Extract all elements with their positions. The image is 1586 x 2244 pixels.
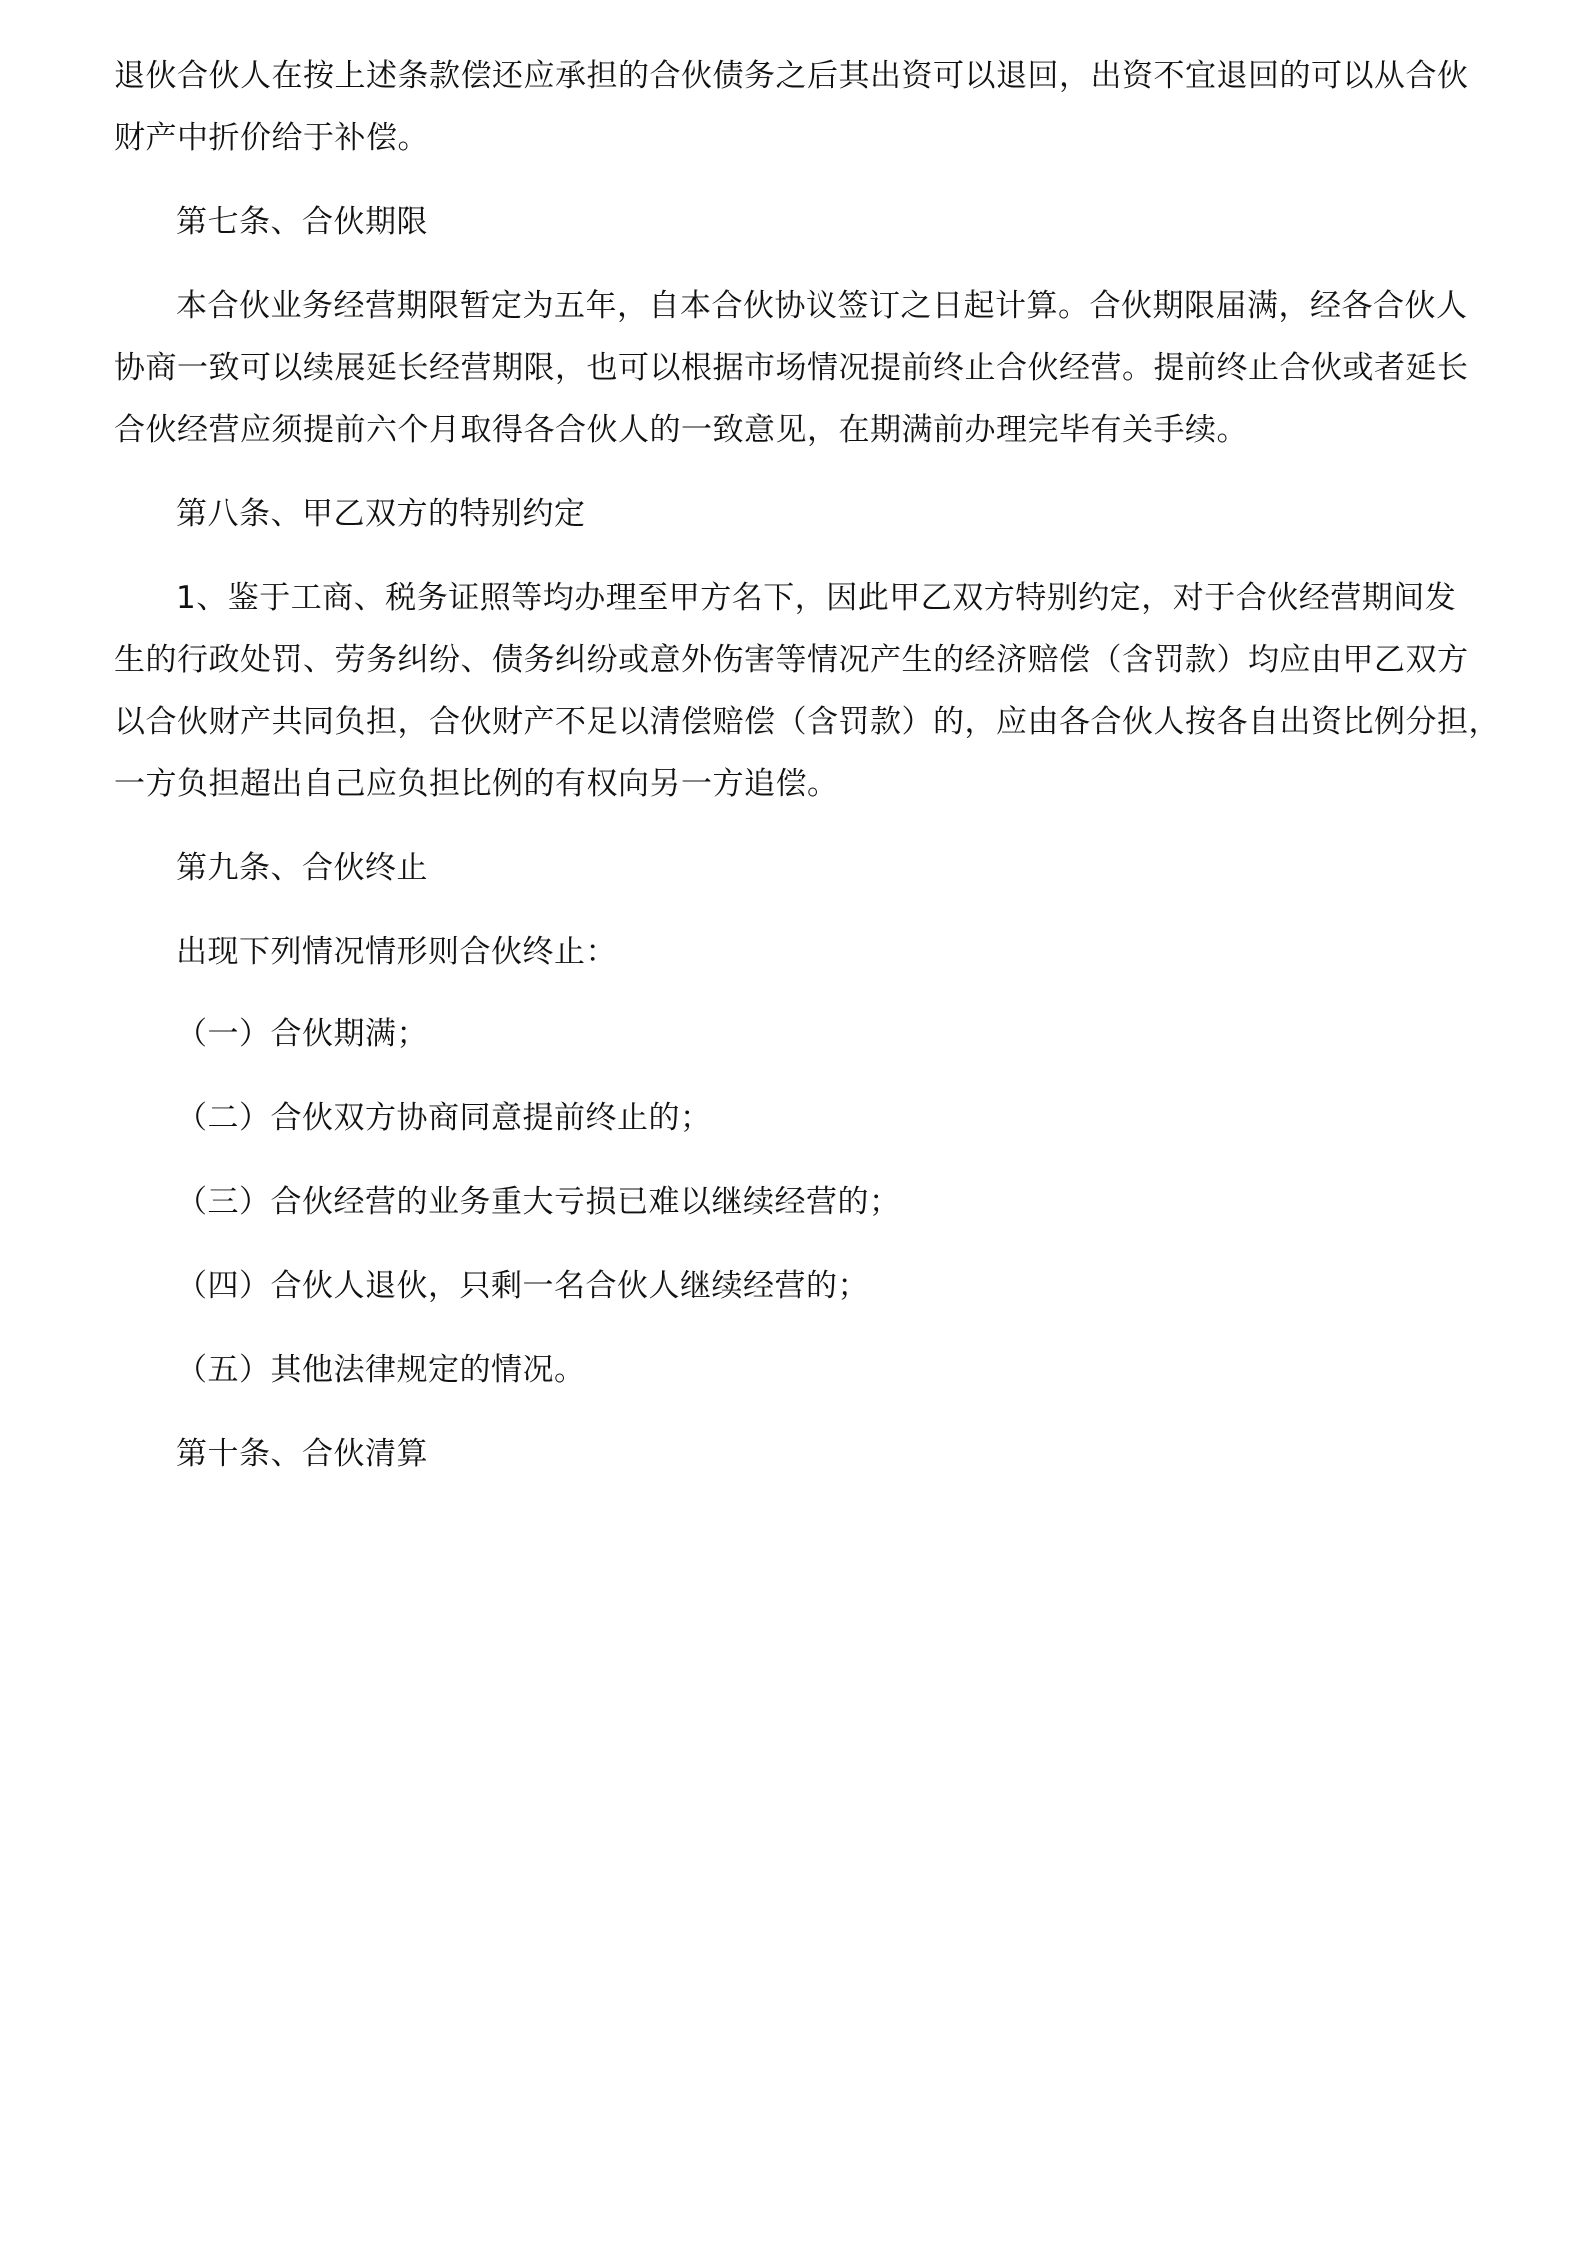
paragraph-line: 以合伙财产共同负担，合伙财产不足以清偿赔偿（含罚款）的，应由各合伙人按各自出资比例分担，: [114, 704, 1500, 740]
paragraph-line: 1、鉴于工商、税务证照等均办理至甲方名下，因此甲乙双方特别约定，对于合伙经营期间发: [176, 580, 1457, 616]
list-item: （四）合伙人退伙，只剩一名合伙人继续经营的；: [176, 1268, 869, 1304]
section-heading-article-7: 第七条、合伙期限: [176, 204, 428, 240]
paragraph-line: 出现下列情况情形则合伙终止：: [176, 934, 617, 970]
paragraph-line: 协商一致可以续展延长经营期限，也可以根据市场情况提前终止合伙经营。提前终止合伙或者延长: [114, 350, 1469, 386]
paragraph-line: 合伙经营应须提前六个月取得各合伙人的一致意见，在期满前办理完毕有关手续。: [114, 412, 1248, 448]
section-heading-article-9: 第九条、合伙终止: [176, 850, 428, 886]
paragraph-line: 一方负担超出自己应负担比例的有权向另一方追偿。: [114, 766, 839, 802]
section-heading-article-8: 第八条、甲乙双方的特别约定: [176, 496, 586, 532]
list-item: （五）其他法律规定的情况。: [176, 1352, 586, 1388]
list-item: （三）合伙经营的业务重大亏损已难以继续经营的；: [176, 1184, 901, 1220]
section-heading-article-10: 第十条、合伙清算: [176, 1436, 428, 1472]
paragraph-line: 生的行政处罚、劳务纠纷、债务纠纷或意外伤害等情况产生的经济赔偿（含罚款）均应由甲乙双方: [114, 642, 1469, 678]
paragraph-line: 财产中折价给于补偿。: [114, 120, 429, 156]
paragraph-line: 本合伙业务经营期限暂定为五年，自本合伙协议签订之日起计算。合伙期限届满，经各合伙人: [176, 288, 1468, 324]
list-item: （二）合伙双方协商同意提前终止的；: [176, 1100, 712, 1136]
list-item: （一）合伙期满；: [176, 1016, 428, 1052]
paragraph-line: 退伙合伙人在按上述条款偿还应承担的合伙债务之后其出资可以退回，出资不宜退回的可以从合伙: [114, 58, 1469, 94]
